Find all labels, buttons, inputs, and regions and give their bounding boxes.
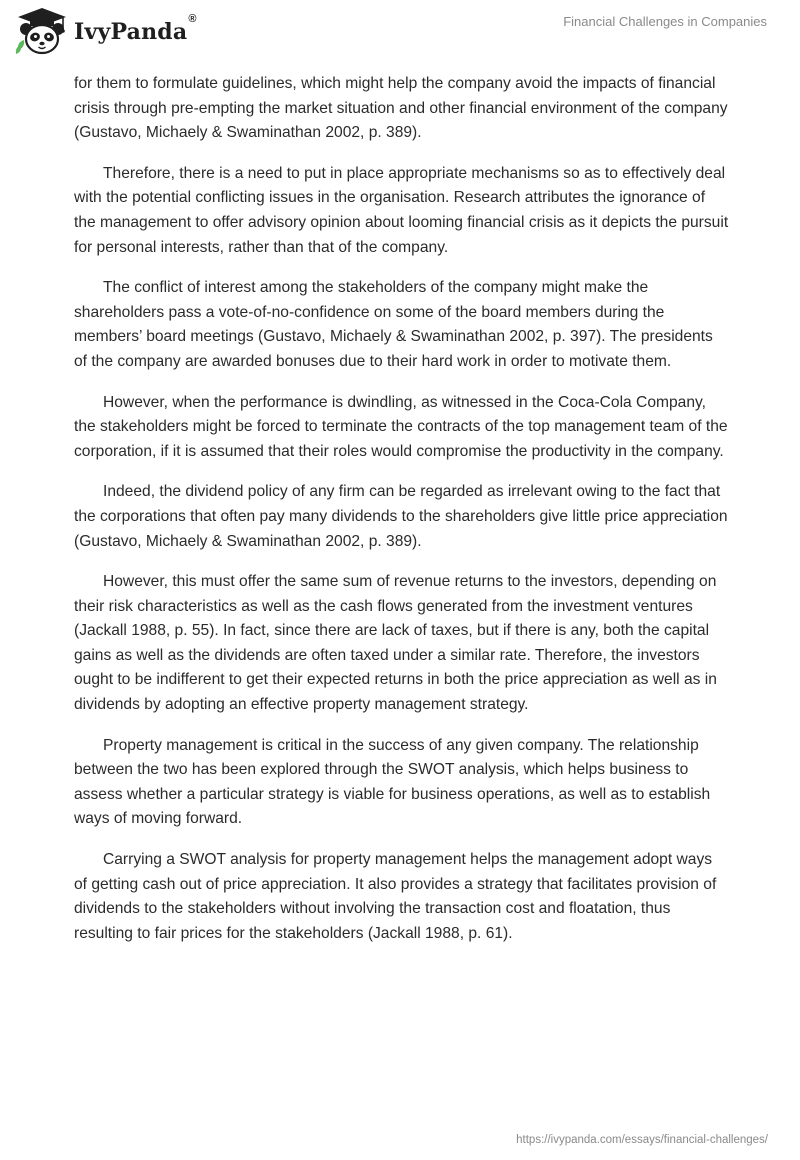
paragraph: Carrying a SWOT analysis for property management helps the management adopt ways of getting cash out of price appreciation. It also provides a strategy that facilitates provision of dividends to the stakeholders without involving the transaction cost and floatation, thus resulting to fair prices for the stakeholders (Jackall 1988, p. 61). bbox=[74, 851, 717, 942]
brand-name: IvyPanda® bbox=[74, 13, 197, 45]
paragraph: However, when the performance is dwindling, as witnessed in the Coca-Cola Company, the stakeholders might be forced to terminate the contracts of the top management team of the corporation, if it is assumed that their roles would compromise the productivity in the company. bbox=[74, 393, 728, 460]
document-title: Financial Challenges in Companies bbox=[563, 14, 767, 29]
paragraph: However, this must offer the same sum of revenue returns to the investors, depending on their risk characteristics as well as the cash flows generated from the investment ventures (Jackall 1988, p. 55). In fact, since there are lack of taxes, but if there is any, both the capital gains as well as the dividends are often taxed under a similar rate. Therefore, the investors ought to be indifferent to get their expected returns in both the price appreciation as well as in dividends by adopting an effective property management strategy. bbox=[74, 573, 717, 714]
paragraph: Indeed, the dividend policy of any firm can be regarded as irrelevant owing to the fact that the corporations that often pay many dividends to the shareholders give little price appreciation (Gustavo, Michaely & Swaminathan 2002, p. 389). bbox=[74, 483, 728, 550]
paragraph: Property management is critical in the success of any given company. The relationship between the two has been explored through the SWOT analysis, which helps business to assess whether a particular strategy is viable for business operations, as well as to establish ways of moving forward. bbox=[74, 736, 711, 828]
panda-graduate-icon bbox=[14, 6, 70, 58]
brand-logo[interactable] bbox=[14, 6, 197, 58]
paragraph: The conflict of interest among the stakeholders of the company might make the shareholders pass a vote-of-no-confidence on some of the board members during the members’ board meetings (Gustavo, Michaely & Swaminathan 2002, p. 397). The presidents of the company are awarded bonuses due to their hard work in order to motivate them. bbox=[74, 279, 713, 370]
registered-mark: ® bbox=[188, 13, 197, 25]
paragraph: Therefore, there is a need to put in place appropriate mechanisms so as to effectively deal with the potential conflicting issues in the organisation. Research attributes the ignorance of the management to offer advisory opinion about looming financial crisis as it depicts the pursuit for personal interests, rather than that of the company. bbox=[74, 164, 729, 256]
page-header bbox=[0, 0, 800, 70]
essay-body bbox=[74, 72, 729, 962]
paragraph: for them to formulate guidelines, which might help the company avoid the impacts of financial crisis through pre-empting the market situation and other financial environment of the company (Gustavo, Michaely & Swaminathan 2002, p. 389). bbox=[74, 75, 728, 142]
source-url[interactable]: https://ivypanda.com/essays/financial-challenges/ bbox=[516, 1134, 768, 1146]
